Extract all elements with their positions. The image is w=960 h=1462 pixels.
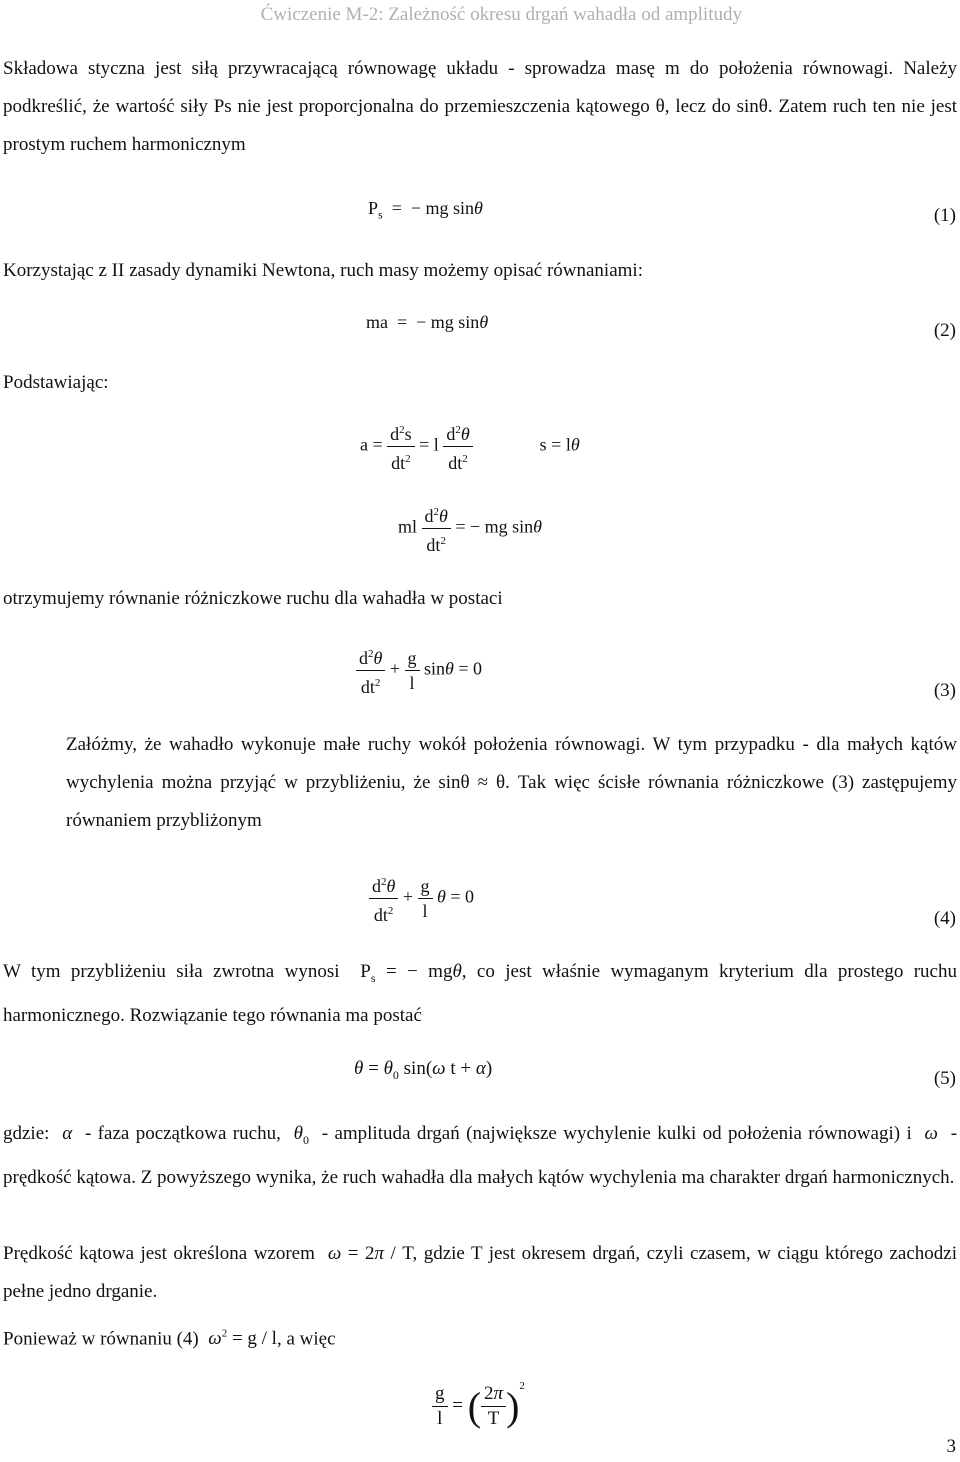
inline-formula-force: $P_s$ = − mgθ [349,961,462,985]
equation-5: $\theta = \theta_0$ sin(ω t + α) [354,1058,493,1082]
equation-motion: ml $\frac{d^2\theta}{dt^2}$ = − mg sinθ [398,500,542,557]
paragraph-differential: otrzymujemy równanie różniczkowe ruchu dla wahadła w postaci [3,588,503,609]
definitions-text-d: - prędkość kątowa. Z powyższego wynika, że ruch wahadła dla małych kątów wychylenia ma charakter drgań harmonicznych. [3,1123,958,1188]
restoring-force-text-a: W tym przybliżeniu siła zwrotna wynosi [3,961,340,982]
definitions-text-c: - amplituda drgań (największe wychylenie kulki od położenia równowagi) i [321,1123,912,1144]
paragraph-substituting: Podstawiając: [3,372,109,393]
page-number: 3 [946,1436,956,1457]
definitions-text-b: - faza początkowa ruchu, [84,1123,281,1144]
paragraph-small-angles [66,726,957,840]
equation-5-number: (5) [933,1068,956,1089]
inline-formula-omega: ω = 2π / T [327,1243,413,1264]
paragraph-restoring-force [3,953,957,1035]
equation-substitution: a = $\frac{d^2s}{dt^2}$ = l $\frac{d^2\theta}{dt^2}$ s = lθ [360,418,580,475]
page-header: Ćwiczenie M-2: Zależność okresu drgań wahadła od amplitudy [260,4,742,25]
equation-3-number: (3) [933,680,956,701]
since-text-a: Ponieważ w równaniu (4) [3,1328,199,1350]
angular-velocity-text-a: Prędkość kątowa jest określona wzorem [3,1243,315,1264]
small-angles-text: Załóżmy, że wahadło wykonuje małe ruchy wokół położenia równowagi. W tym przypadku - dla małych kątów wychylenia można przyjąć w przybliżeniu, że sinθ ≈ θ. Tak więc ścisłe równania różniczkowe (3) zastępujemy równaniem przybliżonym [66,734,957,831]
theta0-symbol: $\theta_0$ [293,1123,309,1147]
paragraph-definitions [3,1115,957,1197]
equation-2-number: (2) [933,320,956,341]
equation-4: $\frac{d^2\theta}{dt^2}$ + $\frac{g}{l}$ θ = 0 [369,870,474,927]
equation-1-number: (1) [933,205,956,226]
equation-4-number: (4) [933,908,956,929]
angular-velocity-text-b: , gdzie T jest okresem drgań, czyli czasem, w ciągu którego zachodzi pełne jedno drganie. [3,1243,958,1302]
omega-symbol: ω [918,1123,945,1144]
since-text-b: , a więc [276,1328,336,1350]
equation-2: ma = − mg sinθ [366,312,489,332]
paragraph-since [3,1315,957,1358]
inline-formula-omega-squared: $\omega^2 = g / l$ [208,1328,277,1350]
paragraph-intro: Składowa styczna jest siłą przywracającą równowagę układu - sprowadza masę m do położenia równowagi. Należy podkreślić, że wartość siły Ps nie jest proporcjonalna do przemieszczenia kątowego θ, lecz do sinθ. Zatem ruch ten nie jest prostym ruchem harmonicznym [3,58,957,155]
alpha-symbol: α [55,1123,79,1144]
paragraph-newton: Korzystając z II zasady dynamiki Newtona, ruch masy możemy opisać równaniami: [3,260,643,281]
paragraph-angular-velocity [3,1235,957,1311]
equation-final: $\frac{g}{l}$ = ( $\frac{2\pi}{T}$ )$^2$ [432,1380,525,1431]
equation-1: $P_s$ = − mg sinθ [368,198,483,222]
restoring-force-text-b: , co jest właśnie wymaganym kryterium dla prostego ruchu harmonicznego. Rozwiązanie tego równania ma postać [3,961,957,1026]
definitions-text-a: gdzie: [3,1123,50,1144]
equation-3: $\frac{d^2\theta}{dt^2}$ + $\frac{g}{l}$ sinθ = 0 [356,642,482,699]
